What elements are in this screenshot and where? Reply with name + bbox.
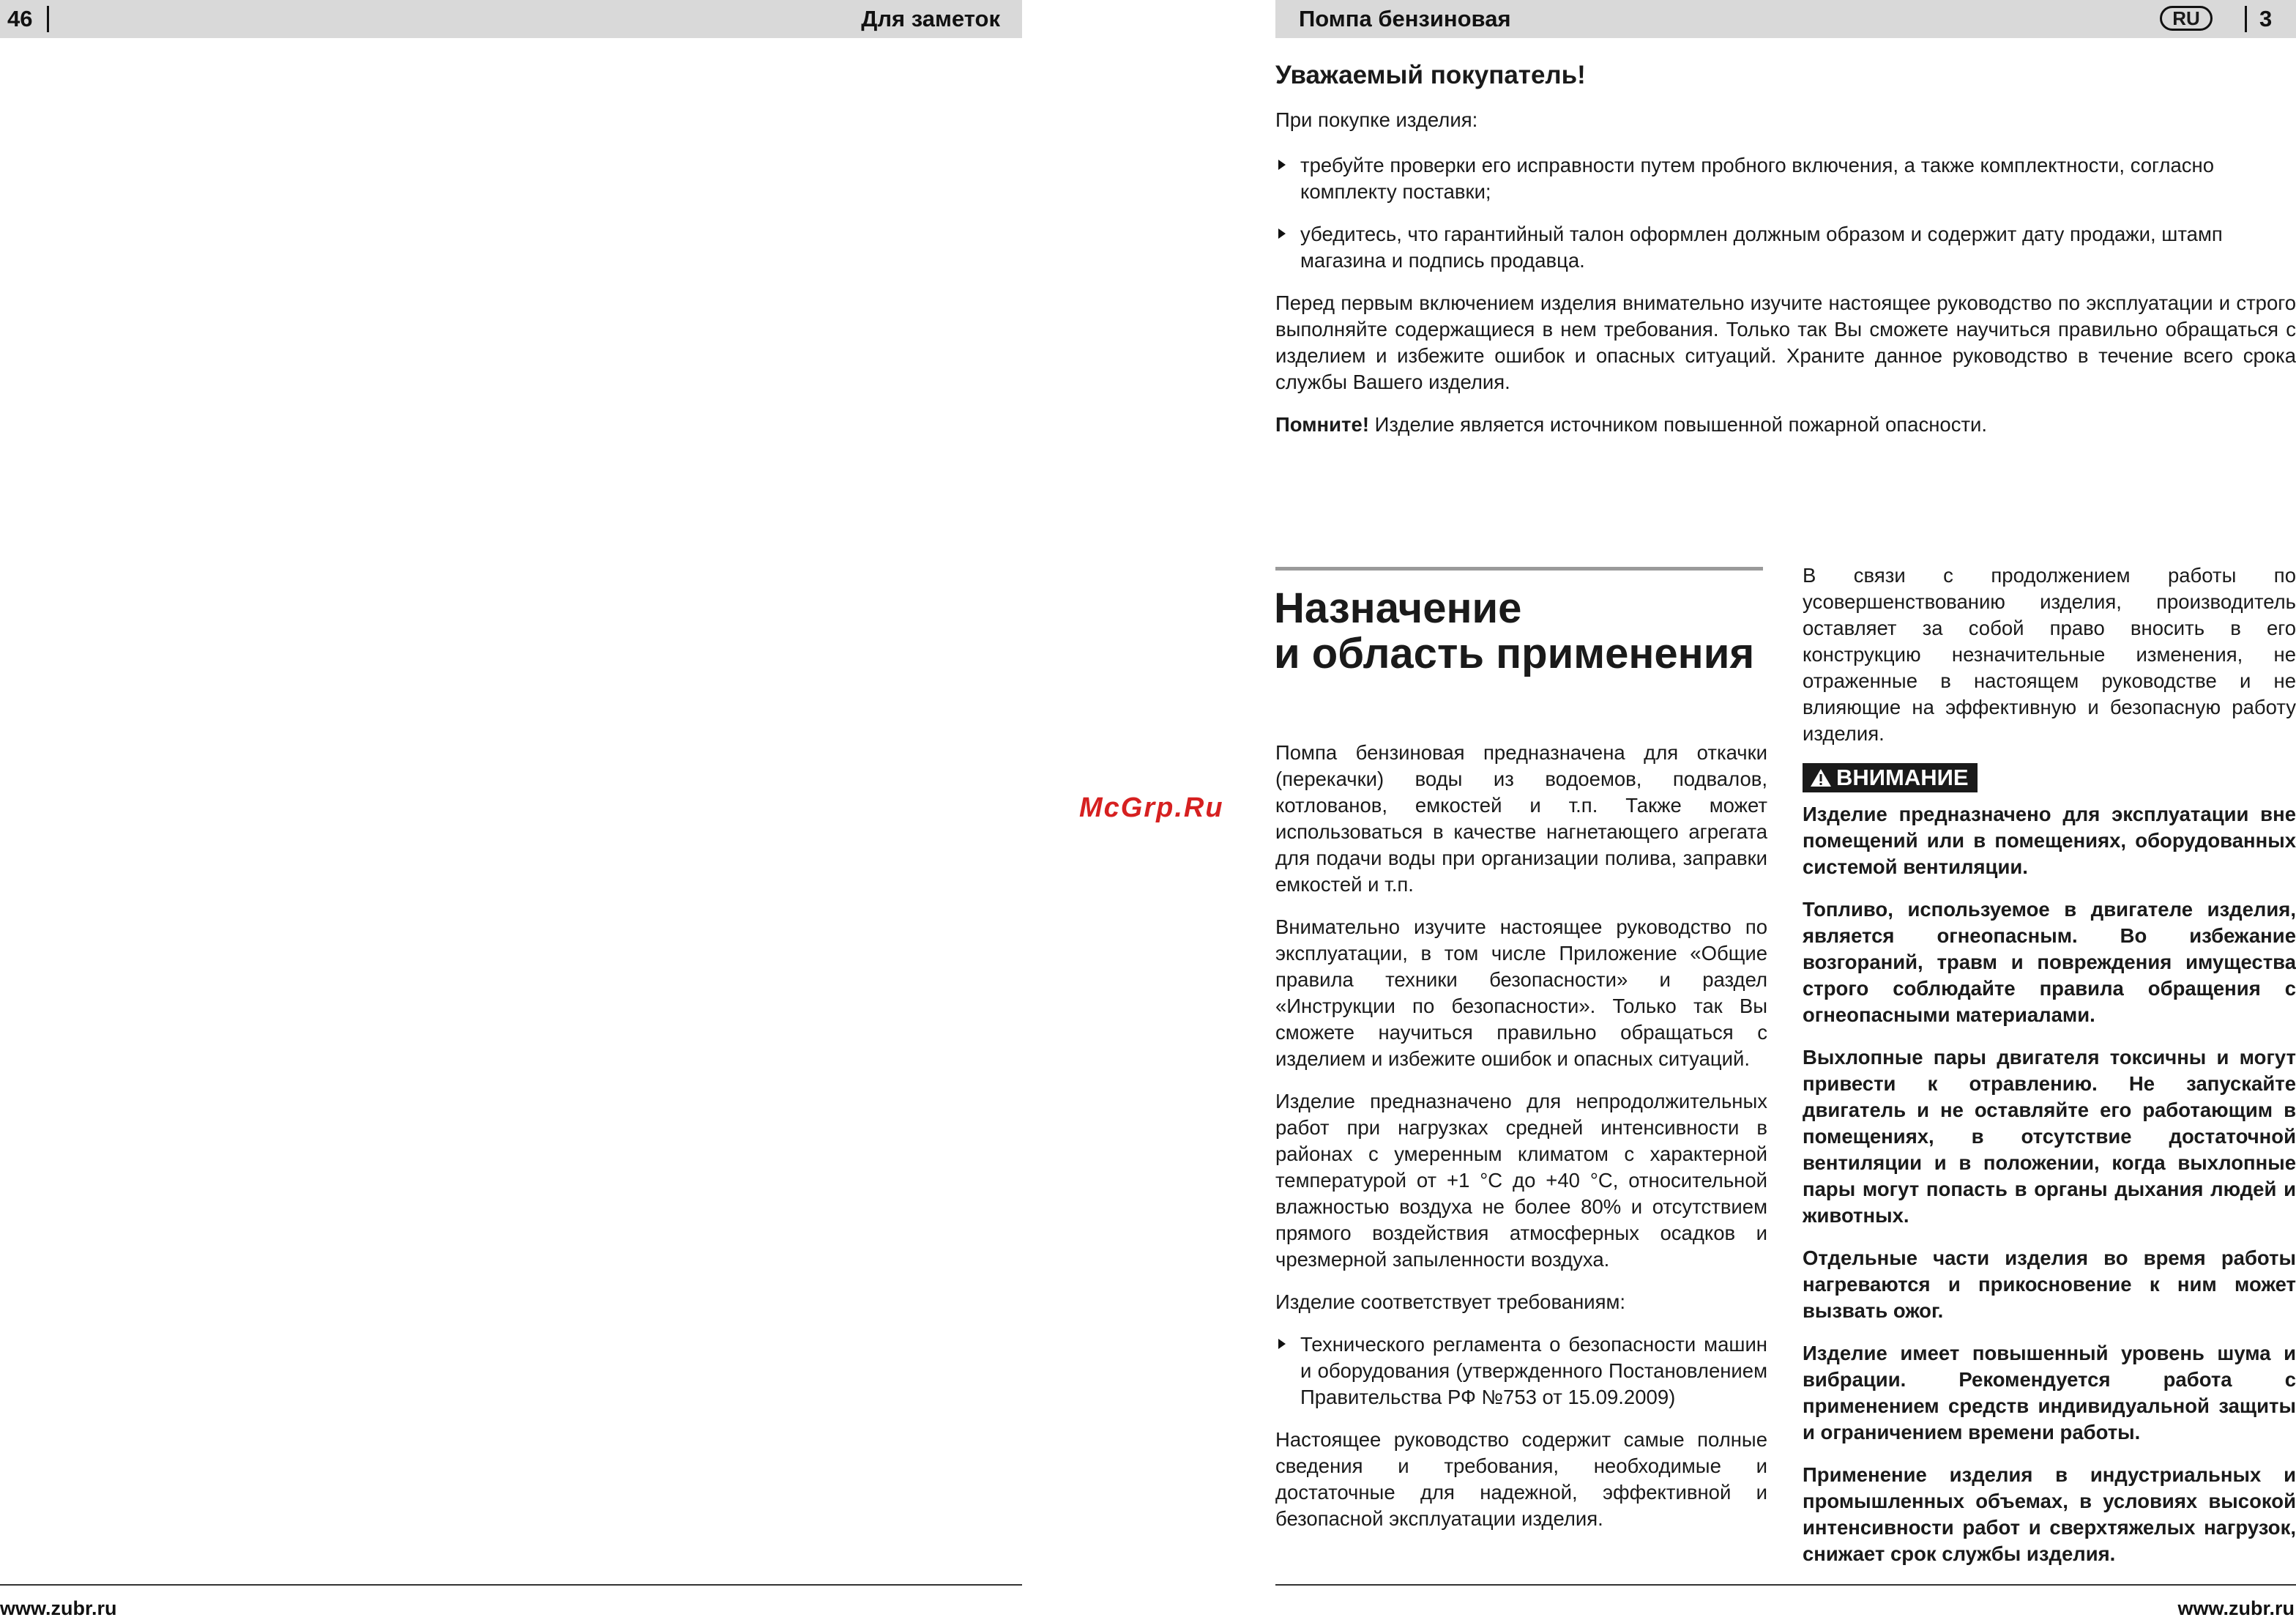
warning-item: Применение изделия в индустриальных и промышленных объемах, в условиях высокой интенсивности работ и сверхтяжелых нагрузок, снижает срок службы изделия. <box>1803 1463 2296 1565</box>
purpose-paragraph-1: Помпа бензиновая предназначена для откачки (перекачки) воды из водоемов, подвалов, котлованов, емкостей и т.п. Также может использоваться в качестве нагнетающего агрегата для подачи воды при организации полива, заправки емкостей и т.п. <box>1275 741 1767 896</box>
left-header-title: Для заметок <box>861 6 1000 31</box>
purchase-intro: При покупке изделия: <box>1275 108 1478 131</box>
warning-label: ВНИМАНИЕ <box>1836 765 1969 790</box>
notice-column <box>1803 562 2296 1583</box>
purchase-bullet-1: требуйте проверки его исправности путем пробного включения, а также комплектности, согласно комплекту поставки; <box>1275 152 2296 205</box>
left-footer-rule <box>0 1584 1022 1586</box>
purpose-paragraph-4: Изделие соответствует требованиям: <box>1275 1290 1626 1313</box>
purpose-column <box>1275 740 1767 1548</box>
purpose-paragraph-5: Настоящее руководство содержит самые полные сведения и требования, необходимые и достаточные для надежной, эффективной и безопасной эксплуатации изделия. <box>1275 1428 1767 1530</box>
remember-paragraph <box>1275 412 2296 438</box>
right-footer-rule <box>1275 1584 2296 1586</box>
warning-item: Изделие имеет повышенный уровень шума и вибрации. Рекомендуется работа с применением средств индивидуальной защиты и ограничением времени работы. <box>1803 1342 2296 1443</box>
purchase-bullet-2: убедитесь, что гарантийный талон оформлен должным образом и содержит дату продажи, штамп магазина и подпись продавца. <box>1275 221 2296 274</box>
warning-item: Выхлопные пары двигателя токсичны и могут привести к отравлению. Не запускайте двигатель и не оставляйте его работающим в помещениях, в отсутствие достаточной вентиляции и в положении, когда выхлопные пары могут попасть в органы дыхания людей и животных. <box>1803 1046 2296 1227</box>
warning-item: Отдельные части изделия во время работы нагреваются и прикосновение к ним может вызвать ожог. <box>1803 1246 2296 1322</box>
improvement-notice: В связи с продолжением работы по усовершенствованию изделия, производитель оставляет за собой право вносить в его конструкцию незначительные изменения, не отраженные в настоящем руководстве и не влияющие на эффективную и безопасную работу изделия. <box>1803 564 2296 745</box>
section-title-line-1: Назначение <box>1274 584 1522 632</box>
right-header-separator <box>2245 6 2247 32</box>
purpose-paragraph-3: Изделие предназначено для непродолжительных работ при нагрузках средней интенсивности в районах с умеренным климатом с характерной температурой от +1 °С до +40 °С, относительной влажностью воздуха не более 80% и отсутствием прямого воздействия атмосферных осадков и чрезмерной запыленности воздуха. <box>1275 1090 1767 1271</box>
warning-badge <box>1803 763 1978 792</box>
warning-list <box>1803 801 2296 1567</box>
section-title <box>1274 586 1772 677</box>
greeting-heading: Уважаемый покупатель! <box>1275 61 1586 89</box>
left-footer-url: www.zubr.ru <box>0 1597 117 1619</box>
right-footer-url: www.zubr.ru <box>2177 1597 2295 1619</box>
warning-item: Топливо, используемое в двигателе изделия, является огнеопасным. Во избежание возгораний, травм и повреждения имущества строго соблюдайте правила обращения с огнеопасными материалами. <box>1803 898 2296 1026</box>
right-header-title: Помпа бензиновая <box>1299 6 1511 31</box>
section-title-line-2: и область применения <box>1274 630 1755 677</box>
intro-paragraph: Перед первым включением изделия внимательно изучите настоящее руководство по эксплуатации и строго выполняйте содержащиеся в нем требования. Только так Вы сможете научиться правильно обращаться с изделием и избежите ошибок и опасных ситуаций. Храните данное руководство в течение всего срока службы Вашего изделия. <box>1275 291 2296 393</box>
warning-item: Изделие предназначено для эксплуатации вне помещений или в помещениях, оборудованных системой вентиляции. <box>1803 803 2296 878</box>
regulation-bullet: Технического регламента о безопасности машин и оборудования (утвержденного Постановлением Правительства РФ №753 от 15.09.2009) <box>1275 1331 1767 1411</box>
watermark: McGrp.Ru <box>1079 792 1224 823</box>
left-page-number: 46 <box>7 6 33 31</box>
warning-triangle-icon <box>1810 768 1832 787</box>
lang-badge <box>2160 6 2213 31</box>
section-rule <box>1275 567 1763 571</box>
remember-label: Помните! <box>1275 413 1369 436</box>
greeting-block <box>1275 59 2296 438</box>
left-header-separator <box>47 6 49 32</box>
lang-badge-text: RU <box>2172 7 2200 29</box>
purpose-paragraph-2: Внимательно изучите настоящее руководство по эксплуатации, в том числе Приложение «Общие правила техники безопасности» и раздел «Инструкции по безопасности». Только так Вы сможете научиться правильно обращаться с изделием и избежите ошибок и опасных ситуаций. <box>1275 915 1767 1070</box>
right-page-number: 3 <box>2259 6 2273 31</box>
remember-text: Изделие является источником повышенной пожарной опасности. <box>1368 413 1988 436</box>
